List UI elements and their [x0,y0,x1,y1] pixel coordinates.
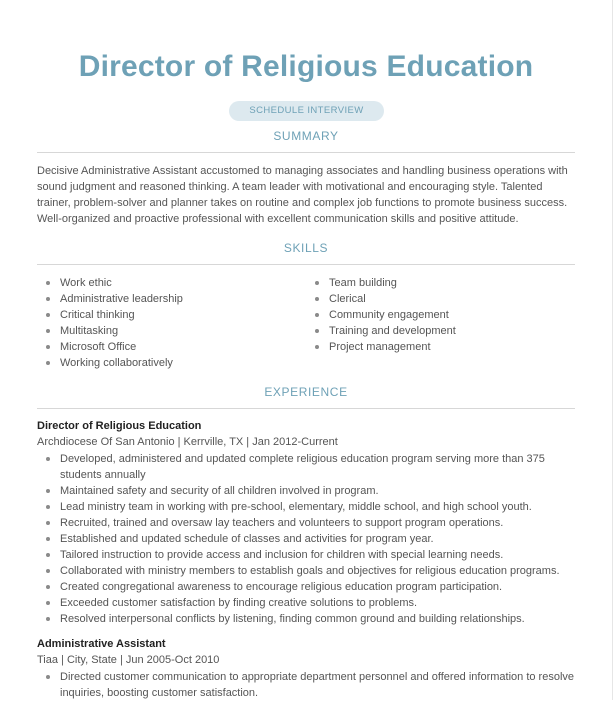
summary-text: Decisive Administrative Assistant accustomed to managing associates and handling business operations with sound judgment and reasoned thinking. A team leader with motivational and encouraging style. Talented trainer, problem-solver and planner takes on routine and complex job functions to promote business success. Well-organized and proactive professional with excellent communication skills and positive attitude. [37,165,568,225]
experience-divider [37,408,575,409]
duty-item: Maintained safety and security of all children involved in program. [37,483,577,499]
schedule-interview-button[interactable]: SCHEDULE INTERVIEW [229,101,384,121]
skill-item: Community engagement [306,307,566,323]
duty-item: Established and updated schedule of classes and activities for program year. [37,531,577,547]
summary-divider [37,152,575,153]
duty-item: Directed customer communication to appropriate department personnel and offered information to resolve inquiries, boosting customer satisfaction. [37,669,577,701]
duty-item: Resolved interpersonal conflicts by listening, finding common ground and building relationships. [37,611,577,627]
job-meta: Tiaa | City, State | Jun 2005-Oct 2010 [37,654,220,666]
summary-heading: SUMMARY [273,129,339,143]
duty-item: Lead ministry team in working with pre-school, elementary, middle school, and high school youth. [37,499,577,515]
skill-item: Working collaboratively [37,355,297,371]
skill-item: Project management [306,339,566,355]
job-duties-list [37,669,577,701]
job-meta: Archdiocese Of San Antonio | Kerrville, TX | Jan 2012-Current [37,436,338,448]
job-duties-list [37,451,577,627]
duty-item: Exceeded customer satisfaction by finding creative solutions to problems. [37,595,577,611]
skills-divider [37,264,575,265]
skill-item: Work ethic [37,275,297,291]
skill-item: Critical thinking [37,307,297,323]
skill-item: Microsoft Office [37,339,297,355]
skill-item: Administrative leadership [37,291,297,307]
page-edge-divider [612,0,613,700]
job-title: Director of Religious Education [37,420,202,432]
job-title: Administrative Assistant [37,638,166,650]
experience-heading: EXPERIENCE [264,385,348,399]
duty-item: Collaborated with ministry members to establish goals and objectives for religious education programs. [37,563,577,579]
skill-item: Training and development [306,323,566,339]
duty-item: Created congregational awareness to encourage religious education program participation. [37,579,577,595]
skill-item: Clerical [306,291,566,307]
duty-item: Tailored instruction to provide access and inclusion for children with special learning needs. [37,547,577,563]
skills-heading: SKILLS [283,241,329,255]
skills-list-right [306,275,566,355]
skills-list-left [37,275,297,371]
skill-item: Team building [306,275,566,291]
resume-title: Director of Religious Education [78,50,534,83]
duty-item: Developed, administered and updated complete religious education program serving more than 375 students annually [37,451,577,483]
skill-item: Multitasking [37,323,297,339]
duty-item: Recruited, trained and oversaw lay teachers and volunteers to support program operations. [37,515,577,531]
